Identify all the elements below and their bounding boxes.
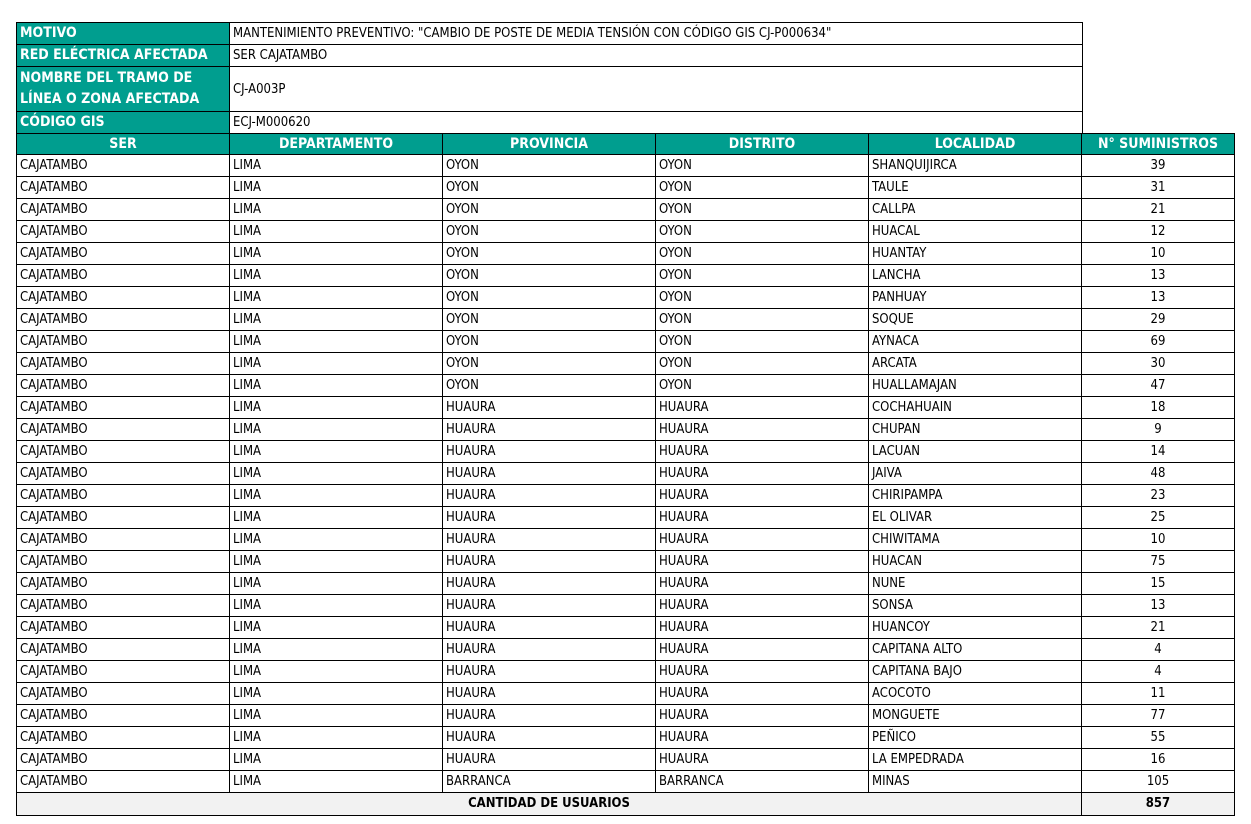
- localidad-cell: EL OLIVAR: [869, 507, 1082, 529]
- table-row: [17, 529, 1235, 551]
- provincia-cell: HUAURA: [443, 507, 656, 529]
- distrito-cell: HUAURA: [656, 419, 869, 441]
- suministros-cell: 105: [1082, 771, 1235, 793]
- localidad-cell: AYNACA: [869, 331, 1082, 353]
- red-label: RED ELÉCTRICA AFECTADA: [17, 45, 230, 67]
- provincia-cell: OYON: [443, 353, 656, 375]
- provincia-cell: BARRANCA: [443, 771, 656, 793]
- suministros-cell: 4: [1082, 661, 1235, 683]
- table-row: [17, 419, 1235, 441]
- provincia-cell: HUAURA: [443, 617, 656, 639]
- distrito-cell: OYON: [656, 177, 869, 199]
- table-body: [17, 155, 1235, 793]
- provincia-cell: HUAURA: [443, 397, 656, 419]
- localidad-cell: SHANQUIJIRCA: [869, 155, 1082, 177]
- table-row: [17, 507, 1235, 529]
- localidad-cell: CHIWITAMA: [869, 529, 1082, 551]
- table-header-row: [17, 134, 1235, 155]
- departamento-cell: LIMA: [230, 573, 443, 595]
- suministros-cell: 55: [1082, 727, 1235, 749]
- distrito-cell: HUAURA: [656, 397, 869, 419]
- departamento-cell: LIMA: [230, 353, 443, 375]
- localidad-cell: PEÑICO: [869, 727, 1082, 749]
- ser-cell: CAJATAMBO: [17, 441, 230, 463]
- total-label: CANTIDAD DE USUARIOS: [17, 793, 1082, 816]
- ser-cell: CAJATAMBO: [17, 617, 230, 639]
- distrito-cell: HUAURA: [656, 749, 869, 771]
- ser-cell: CAJATAMBO: [17, 375, 230, 397]
- distrito-cell: OYON: [656, 331, 869, 353]
- ser-cell: CAJATAMBO: [17, 661, 230, 683]
- ser-cell: CAJATAMBO: [17, 529, 230, 551]
- departamento-cell: LIMA: [230, 485, 443, 507]
- distrito-cell: HUAURA: [656, 529, 869, 551]
- localidad-cell: CALLPA: [869, 199, 1082, 221]
- localidad-cell: SONSA: [869, 595, 1082, 617]
- distrito-cell: HUAURA: [656, 507, 869, 529]
- table-row: [17, 749, 1235, 771]
- table-row: [17, 771, 1235, 793]
- ser-cell: CAJATAMBO: [17, 573, 230, 595]
- departamento-cell: LIMA: [230, 661, 443, 683]
- departamento-cell: LIMA: [230, 771, 443, 793]
- table-row: [17, 243, 1235, 265]
- ser-cell: CAJATAMBO: [17, 485, 230, 507]
- provincia-cell: HUAURA: [443, 749, 656, 771]
- departamento-cell: LIMA: [230, 397, 443, 419]
- localidad-cell: MINAS: [869, 771, 1082, 793]
- ser-cell: CAJATAMBO: [17, 155, 230, 177]
- suministros-cell: 31: [1082, 177, 1235, 199]
- table-row: [17, 177, 1235, 199]
- table-row: [17, 441, 1235, 463]
- localidad-cell: COCHAHUAIN: [869, 397, 1082, 419]
- departamento-cell: LIMA: [230, 309, 443, 331]
- ser-cell: CAJATAMBO: [17, 309, 230, 331]
- table-row: [17, 309, 1235, 331]
- distrito-cell: OYON: [656, 375, 869, 397]
- table-row: [17, 617, 1235, 639]
- distrito-cell: HUAURA: [656, 705, 869, 727]
- localidad-cell: HUANCOY: [869, 617, 1082, 639]
- table-row: [17, 375, 1235, 397]
- departamento-cell: LIMA: [230, 287, 443, 309]
- provincia-cell: OYON: [443, 243, 656, 265]
- tramo-row: [17, 67, 1083, 112]
- suministros-cell: 13: [1082, 265, 1235, 287]
- ser-cell: CAJATAMBO: [17, 683, 230, 705]
- provincia-cell: OYON: [443, 199, 656, 221]
- table-row: [17, 155, 1235, 177]
- distrito-cell: HUAURA: [656, 485, 869, 507]
- provincia-cell: HUAURA: [443, 683, 656, 705]
- suministros-cell: 77: [1082, 705, 1235, 727]
- table-row: [17, 661, 1235, 683]
- provincia-cell: HUAURA: [443, 529, 656, 551]
- ser-cell: CAJATAMBO: [17, 265, 230, 287]
- departamento-cell: LIMA: [230, 617, 443, 639]
- departamento-cell: LIMA: [230, 727, 443, 749]
- suministros-cell: 25: [1082, 507, 1235, 529]
- distrito-cell: HUAURA: [656, 595, 869, 617]
- provincia-cell: OYON: [443, 331, 656, 353]
- provincia-cell: OYON: [443, 265, 656, 287]
- ser-cell: CAJATAMBO: [17, 749, 230, 771]
- provincia-cell: HUAURA: [443, 485, 656, 507]
- provincia-cell: OYON: [443, 309, 656, 331]
- provincia-cell: OYON: [443, 287, 656, 309]
- localidad-cell: ACOCOTO: [869, 683, 1082, 705]
- localidad-cell: CHUPAN: [869, 419, 1082, 441]
- red-row: [17, 45, 1083, 67]
- suministros-cell: 9: [1082, 419, 1235, 441]
- ser-cell: CAJATAMBO: [17, 331, 230, 353]
- ser-cell: CAJATAMBO: [17, 771, 230, 793]
- ser-cell: CAJATAMBO: [17, 639, 230, 661]
- distrito-cell: HUAURA: [656, 463, 869, 485]
- suministros-table: [16, 133, 1235, 816]
- suministros-cell: 13: [1082, 287, 1235, 309]
- ser-cell: CAJATAMBO: [17, 199, 230, 221]
- suministros-cell: 69: [1082, 331, 1235, 353]
- suministros-cell: 13: [1082, 595, 1235, 617]
- provincia-cell: HUAURA: [443, 705, 656, 727]
- localidad-cell: CAPITANA ALTO: [869, 639, 1082, 661]
- table-row: [17, 573, 1235, 595]
- departamento-cell: LIMA: [230, 749, 443, 771]
- suministros-cell: 16: [1082, 749, 1235, 771]
- table-row: [17, 353, 1235, 375]
- gis-value: ECJ-M000620: [230, 112, 1083, 134]
- motivo-value: MANTENIMIENTO PREVENTIVO: "CAMBIO DE POSTE DE MEDIA TENSIÓN CON CÓDIGO GIS CJ-P000634": [230, 23, 1083, 45]
- departamento-cell: LIMA: [230, 705, 443, 727]
- departamento-cell: LIMA: [230, 177, 443, 199]
- suministros-cell: 10: [1082, 529, 1235, 551]
- localidad-cell: HUALLAMAJAN: [869, 375, 1082, 397]
- suministros-cell: 15: [1082, 573, 1235, 595]
- provincia-cell: HUAURA: [443, 727, 656, 749]
- motivo-label: MOTIVO: [17, 23, 230, 45]
- localidad-cell: PANHUAY: [869, 287, 1082, 309]
- total-row: [17, 793, 1235, 816]
- suministros-cell: 11: [1082, 683, 1235, 705]
- departamento-cell: LIMA: [230, 551, 443, 573]
- localidad-cell: TAULE: [869, 177, 1082, 199]
- ser-cell: CAJATAMBO: [17, 463, 230, 485]
- provincia-cell: HUAURA: [443, 661, 656, 683]
- provincia-cell: HUAURA: [443, 463, 656, 485]
- provincia-cell: HUAURA: [443, 595, 656, 617]
- distrito-cell: OYON: [656, 199, 869, 221]
- column-header: PROVINCIA: [443, 134, 656, 155]
- provincia-cell: HUAURA: [443, 441, 656, 463]
- departamento-cell: LIMA: [230, 639, 443, 661]
- distrito-cell: OYON: [656, 243, 869, 265]
- suministros-cell: 47: [1082, 375, 1235, 397]
- suministros-cell: 12: [1082, 221, 1235, 243]
- ser-cell: CAJATAMBO: [17, 507, 230, 529]
- table-row: [17, 639, 1235, 661]
- motivo-row: [17, 23, 1083, 45]
- distrito-cell: OYON: [656, 287, 869, 309]
- departamento-cell: LIMA: [230, 419, 443, 441]
- ser-cell: CAJATAMBO: [17, 551, 230, 573]
- suministros-cell: 30: [1082, 353, 1235, 375]
- suministros-cell: 29: [1082, 309, 1235, 331]
- distrito-cell: OYON: [656, 309, 869, 331]
- localidad-cell: HUACAL: [869, 221, 1082, 243]
- localidad-cell: ARCATA: [869, 353, 1082, 375]
- localidad-cell: LANCHA: [869, 265, 1082, 287]
- suministros-cell: 21: [1082, 617, 1235, 639]
- distrito-cell: HUAURA: [656, 639, 869, 661]
- table-row: [17, 705, 1235, 727]
- table-row: [17, 287, 1235, 309]
- departamento-cell: LIMA: [230, 529, 443, 551]
- departamento-cell: LIMA: [230, 595, 443, 617]
- table-row: [17, 485, 1235, 507]
- localidad-cell: CAPITANA BAJO: [869, 661, 1082, 683]
- info-table: [16, 22, 1083, 134]
- ser-cell: CAJATAMBO: [17, 221, 230, 243]
- column-header: SER: [17, 134, 230, 155]
- suministros-cell: 21: [1082, 199, 1235, 221]
- departamento-cell: LIMA: [230, 507, 443, 529]
- suministros-cell: 39: [1082, 155, 1235, 177]
- suministros-cell: 10: [1082, 243, 1235, 265]
- ser-cell: CAJATAMBO: [17, 177, 230, 199]
- suministros-cell: 4: [1082, 639, 1235, 661]
- provincia-cell: HUAURA: [443, 551, 656, 573]
- provincia-cell: HUAURA: [443, 419, 656, 441]
- ser-cell: CAJATAMBO: [17, 727, 230, 749]
- table-row: [17, 199, 1235, 221]
- ser-cell: CAJATAMBO: [17, 287, 230, 309]
- column-header: DEPARTAMENTO: [230, 134, 443, 155]
- gis-row: [17, 112, 1083, 134]
- localidad-cell: CHIRIPAMPA: [869, 485, 1082, 507]
- distrito-cell: HUAURA: [656, 727, 869, 749]
- table-row: [17, 221, 1235, 243]
- table-row: [17, 727, 1235, 749]
- localidad-cell: MONGUETE: [869, 705, 1082, 727]
- distrito-cell: OYON: [656, 155, 869, 177]
- distrito-cell: HUAURA: [656, 573, 869, 595]
- suministros-cell: 14: [1082, 441, 1235, 463]
- localidad-cell: SOQUE: [869, 309, 1082, 331]
- column-header: N° SUMINISTROS: [1082, 134, 1235, 155]
- distrito-cell: OYON: [656, 353, 869, 375]
- suministros-cell: 48: [1082, 463, 1235, 485]
- departamento-cell: LIMA: [230, 441, 443, 463]
- provincia-cell: OYON: [443, 177, 656, 199]
- ser-cell: CAJATAMBO: [17, 353, 230, 375]
- departamento-cell: LIMA: [230, 463, 443, 485]
- column-header: LOCALIDAD: [869, 134, 1082, 155]
- localidad-cell: LA EMPEDRADA: [869, 749, 1082, 771]
- table-row: [17, 595, 1235, 617]
- distrito-cell: HUAURA: [656, 551, 869, 573]
- departamento-cell: LIMA: [230, 265, 443, 287]
- gis-label: CÓDIGO GIS: [17, 112, 230, 134]
- localidad-cell: HUANTAY: [869, 243, 1082, 265]
- provincia-cell: HUAURA: [443, 573, 656, 595]
- ser-cell: CAJATAMBO: [17, 397, 230, 419]
- column-header: DISTRITO: [656, 134, 869, 155]
- distrito-cell: BARRANCA: [656, 771, 869, 793]
- localidad-cell: HUACAN: [869, 551, 1082, 573]
- distrito-cell: HUAURA: [656, 617, 869, 639]
- ser-cell: CAJATAMBO: [17, 243, 230, 265]
- distrito-cell: HUAURA: [656, 683, 869, 705]
- table-row: [17, 551, 1235, 573]
- suministros-cell: 18: [1082, 397, 1235, 419]
- red-value: SER CAJATAMBO: [230, 45, 1083, 67]
- departamento-cell: LIMA: [230, 243, 443, 265]
- tramo-label: NOMBRE DEL TRAMO DE LÍNEA O ZONA AFECTADA: [17, 67, 230, 112]
- provincia-cell: OYON: [443, 375, 656, 397]
- departamento-cell: LIMA: [230, 155, 443, 177]
- provincia-cell: OYON: [443, 155, 656, 177]
- table-row: [17, 683, 1235, 705]
- ser-cell: CAJATAMBO: [17, 419, 230, 441]
- departamento-cell: LIMA: [230, 221, 443, 243]
- suministros-cell: 23: [1082, 485, 1235, 507]
- localidad-cell: JAIVA: [869, 463, 1082, 485]
- ser-cell: CAJATAMBO: [17, 705, 230, 727]
- provincia-cell: HUAURA: [443, 639, 656, 661]
- distrito-cell: HUAURA: [656, 441, 869, 463]
- table-row: [17, 397, 1235, 419]
- tramo-value: CJ-A003P: [230, 67, 1083, 112]
- departamento-cell: LIMA: [230, 683, 443, 705]
- distrito-cell: OYON: [656, 221, 869, 243]
- total-value: 857: [1082, 793, 1235, 816]
- ser-cell: CAJATAMBO: [17, 595, 230, 617]
- distrito-cell: OYON: [656, 265, 869, 287]
- departamento-cell: LIMA: [230, 331, 443, 353]
- distrito-cell: HUAURA: [656, 661, 869, 683]
- departamento-cell: LIMA: [230, 199, 443, 221]
- table-row: [17, 463, 1235, 485]
- table-row: [17, 265, 1235, 287]
- suministros-cell: 75: [1082, 551, 1235, 573]
- localidad-cell: LACUAN: [869, 441, 1082, 463]
- table-row: [17, 331, 1235, 353]
- departamento-cell: LIMA: [230, 375, 443, 397]
- localidad-cell: NUNE: [869, 573, 1082, 595]
- provincia-cell: OYON: [443, 221, 656, 243]
